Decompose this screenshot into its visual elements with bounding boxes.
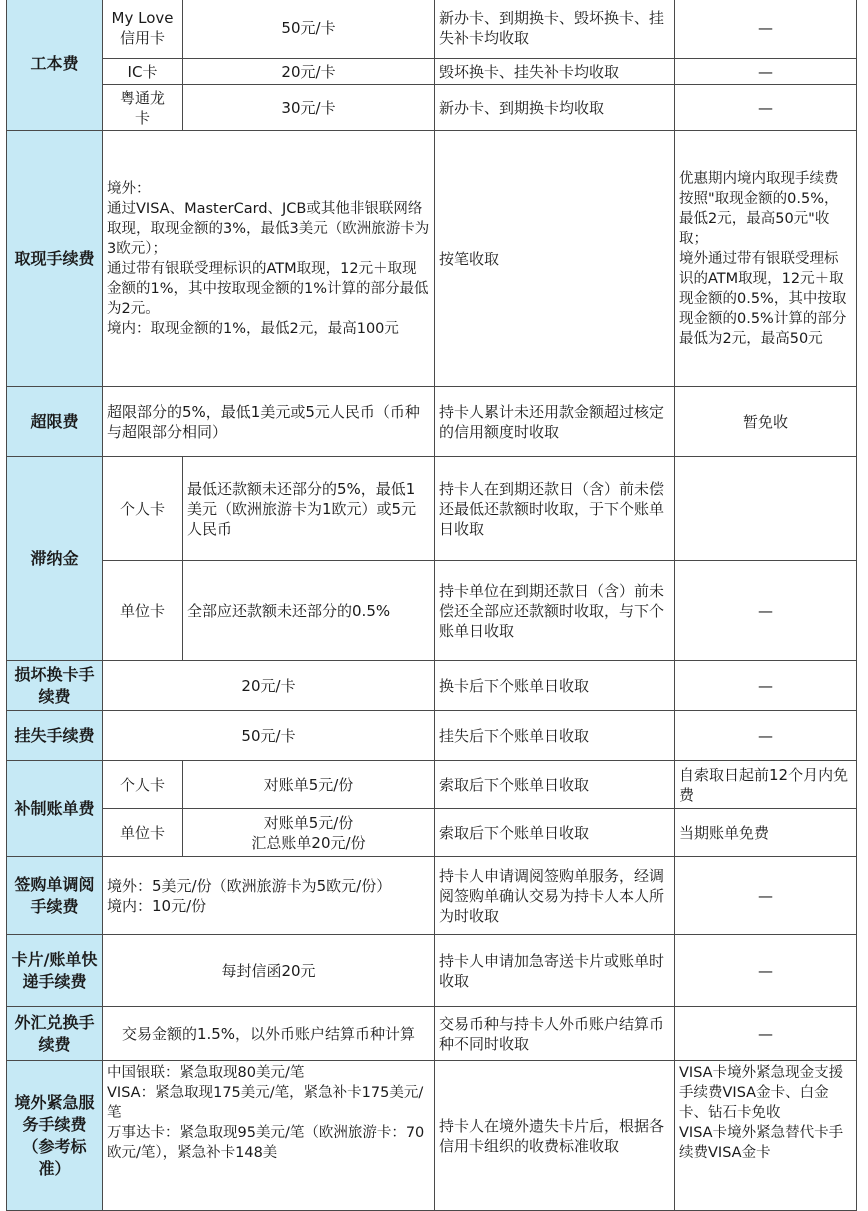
note-cell: — — [675, 857, 857, 935]
fee-table — [6, 0, 857, 1211]
method-cell: 索取后下个账单日收取 — [435, 761, 675, 809]
note-cell: 优惠期内境内取现手续费按照"取现金额的0.5%，最低2元，最高50元"收取； 境外通过带有银联受理标识的ATM取现，12元＋取现金额的0.5%，其中按取现金额的0.5%计算的部分最低为2元，最高50元 — [675, 131, 857, 387]
note-cell — [675, 457, 857, 561]
fee-cell: 境外： 通过VISA、MasterCard、JCB或其他非银联网络取现，取现金额的3%，最低3美元（欧洲旅游卡为3欧元）； 通过带有银联受理标识的ATM取现，12元＋取现金额的1%，其中按取现金额的1%计算的部分最低为2元。 境内：取现金额的1%，最低2元，最高100元 — [103, 131, 435, 387]
table-row — [7, 387, 857, 457]
card-type-cell: 粤通龙 卡 — [103, 85, 183, 131]
table-row — [7, 59, 857, 85]
method-cell: 持卡人申请加急寄送卡片或账单时收取 — [435, 935, 675, 1007]
card-type-cell: My Love 信用卡 — [103, 0, 183, 59]
note-cell: — — [675, 661, 857, 711]
fee-cell: 20元/卡 — [103, 661, 435, 711]
method-cell: 持卡单位在到期还款日（含）前未偿还全部应还款额时收取，与下个账单日收取 — [435, 561, 675, 661]
note-cell: — — [675, 711, 857, 761]
note-cell: 当期账单免费 — [675, 809, 857, 857]
note-cell: — — [675, 935, 857, 1007]
method-cell: 持卡人在境外遗失卡片后，根据各信用卡组织的收费标准收取 — [435, 1061, 675, 1211]
method-cell: 新办卡、到期换卡均收取 — [435, 85, 675, 131]
table-row — [7, 1007, 857, 1061]
note-cell: — — [675, 85, 857, 131]
category-cell: 超限费 — [7, 387, 103, 457]
note-cell: VISA卡境外紧急现金支援手续费VISA金卡、白金卡、钻石卡免收 VISA卡境外紧急替代卡手续费VISA金卡 — [675, 1061, 857, 1211]
card-type-cell: 个人卡 — [103, 761, 183, 809]
fee-cell: 每封信函20元 — [103, 935, 435, 1007]
note-cell: — — [675, 59, 857, 85]
table-row — [7, 85, 857, 131]
card-type-cell: 单位卡 — [103, 809, 183, 857]
table-row — [7, 761, 857, 809]
table-row — [7, 561, 857, 661]
table-row — [7, 457, 857, 561]
fee-cell: 最低还款额未还部分的5%，最低1美元（欧洲旅游卡为1欧元）或5元人民币 — [183, 457, 435, 561]
category-cell: 取现手续费 — [7, 131, 103, 387]
note-cell: 暂免收 — [675, 387, 857, 457]
category-cell: 补制账单费 — [7, 761, 103, 857]
category-cell: 工本费 — [7, 0, 103, 131]
method-cell: 索取后下个账单日收取 — [435, 809, 675, 857]
note-cell: — — [675, 0, 857, 59]
card-type-cell: 个人卡 — [103, 457, 183, 561]
note-cell: 自索取日起前12个月内免费 — [675, 761, 857, 809]
method-cell: 持卡人在到期还款日（含）前未偿还最低还款额时收取，于下个账单日收取 — [435, 457, 675, 561]
note-cell: — — [675, 561, 857, 661]
method-cell: 换卡后下个账单日收取 — [435, 661, 675, 711]
fee-cell: 50元/卡 — [183, 0, 435, 59]
method-cell: 持卡人申请调阅签购单服务，经调阅签购单确认交易为持卡人本人所为时收取 — [435, 857, 675, 935]
fee-cell: 30元/卡 — [183, 85, 435, 131]
category-cell: 损坏换卡手续费 — [7, 661, 103, 711]
method-cell: 按笔收取 — [435, 131, 675, 387]
table-row — [7, 1061, 857, 1211]
fee-cell: 50元/卡 — [103, 711, 435, 761]
category-cell: 外汇兑换手续费 — [7, 1007, 103, 1061]
fee-cell: 中国银联：紧急取现80美元/笔 VISA：紧急取现175美元/笔，紧急补卡175美元/笔 万事达卡：紧急取现95美元/笔（欧洲旅游卡：70欧元/笔），紧急补卡148美 — [103, 1061, 435, 1211]
note-cell: — — [675, 1007, 857, 1061]
fee-cell: 全部应还款额未还部分的0.5% — [183, 561, 435, 661]
table-row — [7, 857, 857, 935]
card-type-cell: 单位卡 — [103, 561, 183, 661]
table-row — [7, 661, 857, 711]
category-cell: 滞纳金 — [7, 457, 103, 661]
fee-cell: 交易金额的1.5%，以外币账户结算币种计算 — [103, 1007, 435, 1061]
method-cell: 挂失后下个账单日收取 — [435, 711, 675, 761]
table-row — [7, 131, 857, 387]
fee-cell: 超限部分的5%，最低1美元或5元人民币（币种与超限部分相同） — [103, 387, 435, 457]
category-cell: 挂失手续费 — [7, 711, 103, 761]
fee-cell: 20元/卡 — [183, 59, 435, 85]
category-cell: 签购单调阅手续费 — [7, 857, 103, 935]
method-cell: 毁坏换卡、挂失补卡均收取 — [435, 59, 675, 85]
table-row — [7, 935, 857, 1007]
fee-cell: 对账单5元/份 — [183, 761, 435, 809]
card-type-cell: IC卡 — [103, 59, 183, 85]
method-cell: 新办卡、到期换卡、毁坏换卡、挂失补卡均收取 — [435, 0, 675, 59]
table-row — [7, 809, 857, 857]
table-row — [7, 711, 857, 761]
fee-cell: 对账单5元/份 汇总账单20元/份 — [183, 809, 435, 857]
method-cell: 交易币种与持卡人外币账户结算币种不同时收取 — [435, 1007, 675, 1061]
category-cell: 卡片/账单快递手续费 — [7, 935, 103, 1007]
category-cell: 境外紧急服务手续费（参考标准） — [7, 1061, 103, 1211]
fee-cell: 境外：5美元/份（欧洲旅游卡为5欧元/份） 境内：10元/份 — [103, 857, 435, 935]
method-cell: 持卡人累计未还用款金额超过核定的信用额度时收取 — [435, 387, 675, 457]
table-row — [7, 0, 857, 59]
